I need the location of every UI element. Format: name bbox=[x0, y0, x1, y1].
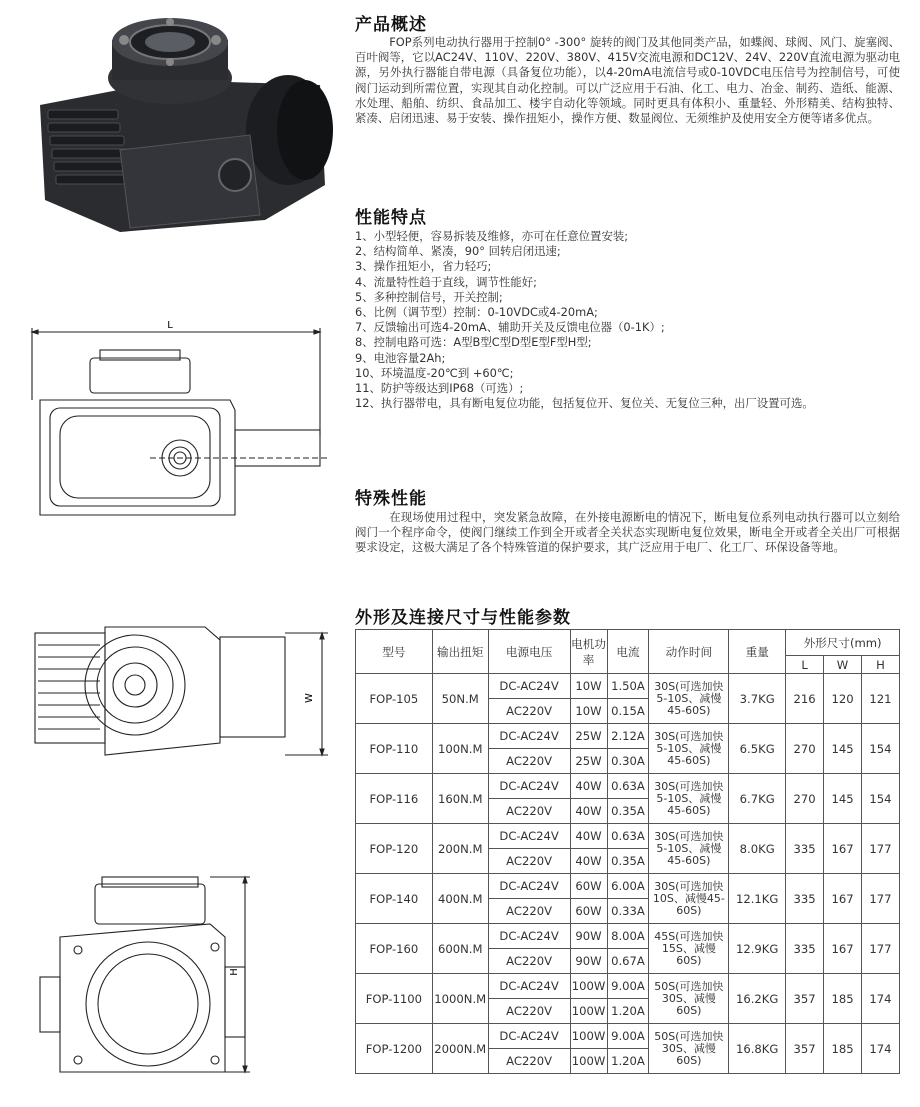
cell-power: 60W bbox=[570, 874, 607, 899]
header-power: 电机功率 bbox=[570, 630, 607, 674]
feature-item: 5、多种控制信号，开关控制; bbox=[355, 289, 503, 304]
cell-torque: 600N.M bbox=[432, 924, 488, 974]
header-torque: 输出扭矩 bbox=[432, 630, 488, 674]
cell-model: FOP-160 bbox=[356, 924, 433, 974]
cell-voltage: AC220V bbox=[488, 949, 570, 974]
cell-current: 2.12A bbox=[607, 724, 649, 749]
cell-torque: 160N.M bbox=[432, 774, 488, 824]
cell-voltage: AC220V bbox=[488, 849, 570, 874]
feature-item: 2、结构简单、紧凑，90° 回转启闭迅速; bbox=[355, 244, 561, 259]
cell-w: 167 bbox=[824, 874, 862, 924]
cell-current: 0.63A bbox=[607, 774, 649, 799]
features-list bbox=[355, 229, 903, 411]
cell-h: 154 bbox=[862, 724, 900, 774]
cell-l: 270 bbox=[786, 774, 824, 824]
cell-current: 1.50A bbox=[607, 674, 649, 699]
cell-l: 335 bbox=[786, 874, 824, 924]
feature-item: 6、比例（调节型）控制：0-10VDC或4-20mA; bbox=[355, 305, 598, 320]
cell-model: FOP-1100 bbox=[356, 974, 433, 1024]
cell-torque: 1000N.M bbox=[432, 974, 488, 1024]
spec-table bbox=[355, 629, 900, 1074]
cell-h: 177 bbox=[862, 824, 900, 874]
feature-item: 12、执行器带电，具有断电复位功能，包括复位开、复位关、无复位三种，出厂设置可选。 bbox=[355, 396, 814, 411]
cell-voltage: AC220V bbox=[488, 699, 570, 724]
cell-l: 335 bbox=[786, 824, 824, 874]
feature-item: 4、流量特性趋于直线，调节性能好; bbox=[355, 274, 537, 289]
front-view-drawing bbox=[30, 615, 340, 775]
dim-w-label: W bbox=[304, 693, 315, 703]
cell-current: 0.35A bbox=[607, 849, 649, 874]
dim-l-label: L bbox=[167, 320, 173, 331]
cell-voltage: AC220V bbox=[488, 999, 570, 1024]
cell-torque: 50N.M bbox=[432, 674, 488, 724]
cell-h: 177 bbox=[862, 874, 900, 924]
cell-power: 100W bbox=[570, 974, 607, 999]
cell-h: 121 bbox=[862, 674, 900, 724]
cell-current: 0.15A bbox=[607, 699, 649, 724]
cell-power: 90W bbox=[570, 949, 607, 974]
cell-current: 6.00A bbox=[607, 874, 649, 899]
header-dims: 外形尺寸(mm) bbox=[786, 630, 900, 656]
feature-item: 8、控制电路可选：A型B型C型D型E型F型H型; bbox=[355, 335, 592, 350]
cell-voltage: AC220V bbox=[488, 799, 570, 824]
cell-power: 25W bbox=[570, 724, 607, 749]
cell-w: 185 bbox=[824, 974, 862, 1024]
cell-w: 145 bbox=[824, 724, 862, 774]
cell-l: 357 bbox=[786, 974, 824, 1024]
cell-l: 216 bbox=[786, 674, 824, 724]
table-title: 外形及连接尺寸与性能参数 bbox=[355, 608, 571, 628]
cell-voltage: DC-AC24V bbox=[488, 874, 570, 899]
cell-model: FOP-120 bbox=[356, 824, 433, 874]
cell-voltage: DC-AC24V bbox=[488, 774, 570, 799]
cell-model: FOP-140 bbox=[356, 874, 433, 924]
special-body: 在现场使用过程中，突发紧急故障，在外接电源断电的情况下，断电复位系列电动执行器可以立刻给阀门一个程序命令，使阀门继续工作到全开或者全关状态实现断电复位效果，断电全开或者全关出厂可根据要求设定，这极大满足了各个特殊管道的保护要求，其广泛应用于电厂、化工厂、环保设备等地。 bbox=[355, 510, 900, 555]
feature-item: 9、电池容量2Ah; bbox=[355, 350, 446, 365]
cell-power: 60W bbox=[570, 899, 607, 924]
cell-power: 100W bbox=[570, 999, 607, 1024]
cell-l: 357 bbox=[786, 1024, 824, 1074]
cell-l: 270 bbox=[786, 724, 824, 774]
header-time: 动作时间 bbox=[649, 630, 729, 674]
cell-model: FOP-1200 bbox=[356, 1024, 433, 1074]
cell-current: 1.20A bbox=[607, 999, 649, 1024]
header-h: H bbox=[862, 656, 900, 674]
cell-voltage: DC-AC24V bbox=[488, 724, 570, 749]
cell-h: 174 bbox=[862, 974, 900, 1024]
cell-power: 10W bbox=[570, 699, 607, 724]
cell-time: 30S(可选加快5-10S、减慢45-60S) bbox=[649, 824, 729, 874]
cell-torque: 2000N.M bbox=[432, 1024, 488, 1074]
cell-voltage: DC-AC24V bbox=[488, 1024, 570, 1049]
cell-w: 145 bbox=[824, 774, 862, 824]
cell-h: 177 bbox=[862, 924, 900, 974]
cell-current: 8.00A bbox=[607, 924, 649, 949]
header-current: 电流 bbox=[607, 630, 649, 674]
dim-h-label: H bbox=[229, 968, 240, 976]
cell-voltage: DC-AC24V bbox=[488, 924, 570, 949]
cell-w: 120 bbox=[824, 674, 862, 724]
special-title: 特殊性能 bbox=[355, 489, 427, 509]
cell-current: 0.63A bbox=[607, 824, 649, 849]
cell-power: 25W bbox=[570, 749, 607, 774]
cell-weight: 12.9KG bbox=[729, 924, 786, 974]
cell-weight: 3.7KG bbox=[729, 674, 786, 724]
cell-h: 174 bbox=[862, 1024, 900, 1074]
cell-weight: 8.0KG bbox=[729, 824, 786, 874]
cell-current: 0.67A bbox=[607, 949, 649, 974]
overview-body: FOP系列电动执行器用于控制0° -300° 旋转的阀门及其他同类产品，如蝶阀、球阀、风门、旋塞阀、百叶阀等，它以AC24V、110V、220V、380V、415V交流电源和DC12V、24V、220V直流电源为驱动电源，另外执行器能自带电源（具备复位功能），以4-20mA电流信号或0-10VDC电压信号为控制信号，可使阀门运动到所需位置，实现其自动化控制。可以广泛应用于石油、化工、电力、冶金、制药、造纸、能源、水处理、船舶、纺织、食品加工、楼宇自动化等领域。同时更具有体积小、重量轻、外形精美、结构独特、紧凑、启闭迅速、易于安装、操作扭矩小，操作方便、数显阀位、无须维护及使用安全方便等诸多优点。 bbox=[355, 35, 900, 126]
cell-voltage: DC-AC24V bbox=[488, 824, 570, 849]
cell-model: FOP-116 bbox=[356, 774, 433, 824]
cell-current: 9.00A bbox=[607, 1024, 649, 1049]
cell-power: 40W bbox=[570, 824, 607, 849]
cell-power: 90W bbox=[570, 924, 607, 949]
cell-time: 30S(可选加快5-10S、减慢45-60S) bbox=[649, 724, 729, 774]
cell-time: 30S(可选加快5-10S、减慢45-60S) bbox=[649, 674, 729, 724]
product-photo bbox=[20, 10, 340, 260]
cell-torque: 400N.M bbox=[432, 874, 488, 924]
header-weight: 重量 bbox=[729, 630, 786, 674]
cell-w: 185 bbox=[824, 1024, 862, 1074]
cell-voltage: AC220V bbox=[488, 1049, 570, 1074]
header-l: L bbox=[786, 656, 824, 674]
cell-current: 0.35A bbox=[607, 799, 649, 824]
feature-item: 3、操作扭矩小，省力轻巧; bbox=[355, 259, 492, 274]
overview-title: 产品概述 bbox=[355, 15, 427, 35]
cell-weight: 16.8KG bbox=[729, 1024, 786, 1074]
cell-weight: 12.1KG bbox=[729, 874, 786, 924]
cell-weight: 6.7KG bbox=[729, 774, 786, 824]
cell-current: 9.00A bbox=[607, 974, 649, 999]
feature-item: 10、环境温度-20℃到 +60℃; bbox=[355, 365, 514, 380]
cell-model: FOP-110 bbox=[356, 724, 433, 774]
cell-power: 100W bbox=[570, 1024, 607, 1049]
cell-power: 10W bbox=[570, 674, 607, 699]
cell-l: 335 bbox=[786, 924, 824, 974]
header-model: 型号 bbox=[356, 630, 433, 674]
header-voltage: 电源电压 bbox=[488, 630, 570, 674]
cell-power: 40W bbox=[570, 799, 607, 824]
header-w: W bbox=[824, 656, 862, 674]
cell-w: 167 bbox=[824, 924, 862, 974]
cell-current: 0.30A bbox=[607, 749, 649, 774]
cell-w: 167 bbox=[824, 824, 862, 874]
cell-weight: 16.2KG bbox=[729, 974, 786, 1024]
cell-time: 30S(可选加快10S、减慢45-60S) bbox=[649, 874, 729, 924]
cell-weight: 6.5KG bbox=[729, 724, 786, 774]
cell-voltage: DC-AC24V bbox=[488, 674, 570, 699]
cell-time: 50S(可选加快30S、减慢60S) bbox=[649, 974, 729, 1024]
cell-voltage: DC-AC24V bbox=[488, 974, 570, 999]
side-view-drawing bbox=[20, 320, 340, 530]
cell-current: 1.20A bbox=[607, 1049, 649, 1074]
cell-power: 100W bbox=[570, 1049, 607, 1074]
cell-voltage: AC220V bbox=[488, 749, 570, 774]
cell-h: 154 bbox=[862, 774, 900, 824]
feature-item: 7、反馈输出可选4-20mA、辅助开关及反馈电位器（0-1K）; bbox=[355, 320, 665, 335]
spec-table-body bbox=[356, 674, 900, 1074]
cell-time: 45S(可选加快15S、减慢60S) bbox=[649, 924, 729, 974]
features-title: 性能特点 bbox=[355, 208, 427, 228]
cell-time: 30S(可选加快5-10S、减慢45-60S) bbox=[649, 774, 729, 824]
feature-item: 1、小型轻便，容易拆装及维修，亦可在任意位置安装; bbox=[355, 229, 629, 243]
feature-item: 11、防护等级达到IP68（可选）; bbox=[355, 381, 524, 396]
cell-model: FOP-105 bbox=[356, 674, 433, 724]
cell-voltage: AC220V bbox=[488, 899, 570, 924]
cell-time: 50S(可选加快30S、减慢60S) bbox=[649, 1024, 729, 1074]
cell-torque: 100N.M bbox=[432, 724, 488, 774]
cell-torque: 200N.M bbox=[432, 824, 488, 874]
cell-power: 40W bbox=[570, 774, 607, 799]
cell-power: 40W bbox=[570, 849, 607, 874]
top-view-drawing bbox=[30, 872, 340, 1087]
cell-current: 0.33A bbox=[607, 899, 649, 924]
